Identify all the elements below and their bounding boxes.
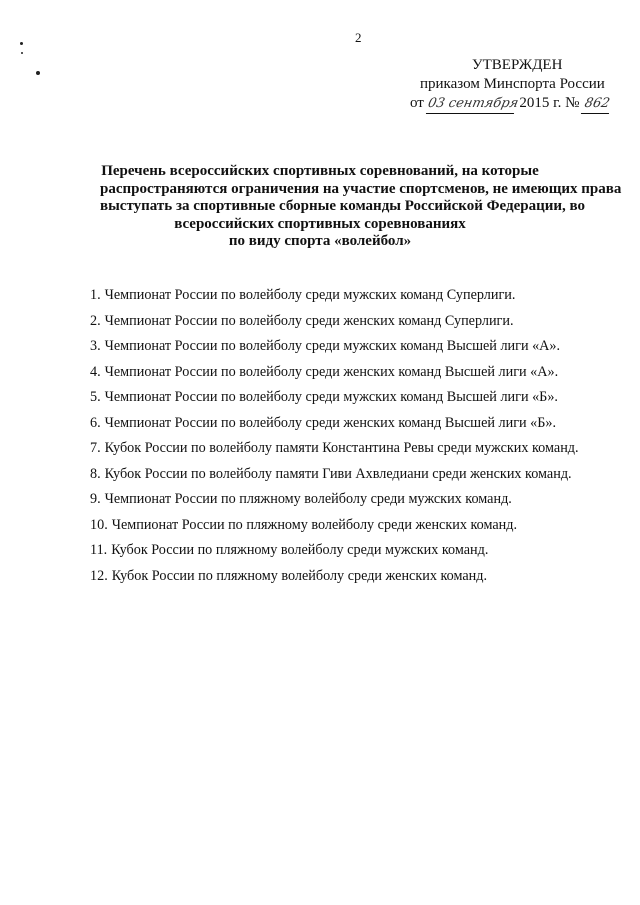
item-number: 1.: [90, 287, 101, 303]
year-text: 2015 г. №: [519, 95, 580, 111]
item-text: Чемпионат России по волейболу среди мужских команд Суперлиги.: [104, 287, 516, 303]
item-number: 6.: [90, 414, 101, 431]
scan-speck: [21, 52, 23, 54]
list-item: [90, 541, 630, 567]
handwritten-order-number: 862: [581, 94, 613, 114]
list-item: [90, 516, 630, 542]
document-title: [100, 163, 622, 251]
item-text: Кубок России по волейболу памяти Гиви Ахвледиани среди женских команд.: [104, 465, 572, 482]
list-item: [90, 312, 630, 338]
title-line: распространяются ограничения на участие спортсменов, не имеющих права: [100, 180, 622, 197]
scan-speck: [20, 42, 23, 45]
handwritten-date: 03 сентября: [425, 94, 517, 114]
title-line: выступать за спортивные сборные команды Российской Федерации, во: [100, 198, 585, 214]
list-item: [90, 490, 630, 516]
approval-title: УТВЕРЖДЕН: [472, 57, 563, 73]
item-text: Кубок России по пляжному волейболу среди женских команд.: [111, 567, 488, 584]
item-number: 8.: [90, 465, 101, 482]
item-number: 12.: [90, 567, 108, 584]
list-item: [90, 337, 630, 363]
date-prefix: от: [410, 95, 424, 111]
item-number: 5.: [90, 389, 101, 405]
page-number: 2: [355, 30, 362, 45]
list-item: [90, 388, 630, 414]
item-text: Чемпионат России по волейболу среди женских команд Высшей лиги «А».: [104, 363, 559, 380]
item-text: Кубок России по волейболу памяти Константина Ревы среди мужских команд.: [104, 440, 579, 456]
item-number: 9.: [90, 491, 101, 507]
scan-speck: [36, 71, 40, 75]
list-item: [90, 414, 630, 440]
item-number: 10.: [90, 516, 108, 533]
list-item: [90, 286, 630, 312]
item-text: Чемпионат России по пляжному волейболу среди женских команд.: [111, 516, 517, 533]
item-text: Кубок России по пляжному волейболу среди мужских команд.: [111, 542, 489, 558]
item-number: 2.: [90, 312, 101, 329]
approval-order: приказом Минспорта России: [420, 76, 605, 92]
list-item: [90, 465, 630, 491]
item-text: Чемпионат России по волейболу среди мужских команд Высшей лиги «Б».: [104, 389, 558, 405]
item-number: 7.: [90, 440, 101, 456]
item-text: Чемпионат России по волейболу среди мужских команд Высшей лиги «А».: [104, 338, 561, 354]
item-text: Чемпионат России по волейболу среди женских команд Высшей лиги «Б».: [104, 414, 557, 431]
competition-list: [90, 286, 630, 592]
item-text: Чемпионат России по пляжному волейболу среди мужских команд.: [104, 491, 512, 507]
title-line: всероссийских спортивных соревнованиях: [174, 215, 466, 232]
list-item: [90, 439, 630, 465]
item-number: 3.: [90, 338, 101, 354]
list-item: [90, 363, 630, 389]
list-item: [90, 567, 630, 593]
approval-date-line: [390, 94, 630, 114]
approval-block: [390, 56, 630, 114]
title-line: Перечень всероссийских спортивных соревнований, на которые: [101, 163, 539, 179]
item-number: 4.: [90, 363, 101, 380]
item-text: Чемпионат России по волейболу среди женских команд Суперлиги.: [104, 312, 514, 329]
item-number: 11.: [90, 542, 108, 558]
title-line: по виду спорта «волейбол»: [228, 233, 412, 249]
